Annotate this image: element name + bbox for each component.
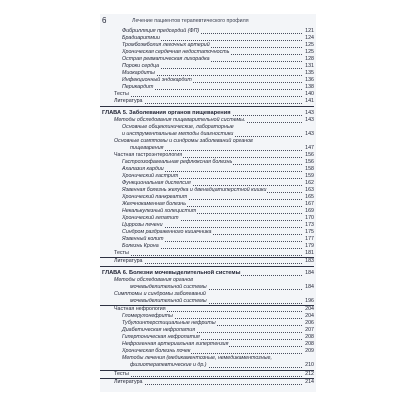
toc-entry: [100, 277, 314, 284]
entry-title: Ахалазия кардии: [122, 165, 164, 172]
entry-title: Хронический гепатит: [122, 214, 179, 221]
chapter-entry: [100, 110, 314, 117]
entry-title: ГЛАВА 5. Заболевания органов пищеварения: [102, 109, 231, 116]
section-divider: [100, 266, 314, 267]
page-ref: 206: [305, 320, 314, 326]
entry-title: Литература: [114, 258, 143, 264]
entry-title: Гипертоническая нефропатия: [122, 334, 200, 340]
toc-entry: [100, 194, 314, 201]
entry-title: Язвенная болезнь желудка и двенадцатиперстной кишки: [122, 186, 267, 193]
toc-entry: [100, 298, 314, 305]
toc-entry: [100, 70, 314, 77]
entry-title: Острая ревматическая лихорадка: [122, 56, 210, 62]
entry-title: Методы обследования пищеварительной системы.: [114, 116, 246, 123]
page-ref: 163: [305, 186, 314, 193]
page-ref: 208: [305, 334, 314, 340]
page-ref: 125: [305, 42, 314, 48]
page-ref: 173: [305, 221, 314, 228]
toc-entry: [100, 306, 314, 313]
toc-entry: [100, 348, 314, 355]
entry-title: Фибрилляция предсердий (ФП): [122, 28, 200, 34]
toc-entry: [100, 284, 314, 291]
page-ref: 140: [305, 91, 314, 97]
running-head: Лечение пациентов терапевтического профиля: [132, 18, 249, 24]
toc-entry: [100, 42, 314, 49]
entry-title: Хроническая сердечная недостаточность: [122, 49, 230, 55]
page-ref: 158: [305, 165, 314, 172]
toc-entry: [100, 145, 314, 152]
section-divider: [100, 106, 314, 107]
toc-entry: [100, 320, 314, 327]
entry-title: Частная нефрология: [114, 306, 166, 312]
page-ref: 143: [305, 109, 314, 116]
page-ref: 170: [305, 214, 314, 221]
entry-title: Хроническая болезнь почек: [122, 348, 191, 354]
toc-entry: [100, 117, 314, 124]
entry-title: Диабетическая нефропатия: [122, 327, 196, 333]
entry-title: мочевыделительной системы: [130, 283, 207, 290]
entry-title: Функциональная диспепсия: [122, 179, 191, 186]
page-ref: 181: [305, 249, 314, 256]
page-ref: 128: [305, 56, 314, 62]
page-ref: 143: [305, 130, 314, 137]
entry-title: Частная гастроэнтерология: [114, 151, 183, 158]
toc-entry: [100, 362, 314, 369]
page-ref: 184: [305, 283, 314, 290]
toc-entry: [100, 98, 314, 105]
toc-entry: [100, 138, 314, 145]
toc-entry: [100, 327, 314, 334]
entry-title: и инструментальные методы диагностики: [122, 130, 234, 137]
toc-entry: [100, 201, 314, 208]
page-ref: 131: [305, 63, 314, 69]
page-number: 6: [102, 16, 107, 25]
entry-title: Миокардиты: [122, 70, 155, 76]
entry-title: Циррозы печени: [122, 221, 163, 228]
toc-entry: [100, 124, 314, 131]
page-ref: 167: [305, 200, 314, 207]
toc-entry: [100, 291, 314, 298]
entry-title: Гастроэзофагеальная рефлюксная болезнь: [122, 158, 233, 165]
entry-title: Нефрогенная артериальная гипертензия: [122, 341, 229, 347]
chapter-entry: [100, 270, 314, 277]
entry-title: Язвенный колит: [122, 235, 164, 242]
page-ref: 138: [305, 84, 314, 90]
entry-title: Методы лечения (медикаментозные, немедикаментозные,: [122, 355, 272, 361]
toc-entry: [100, 173, 314, 180]
page-ref: 209: [305, 348, 314, 354]
entry-title: Синдром раздраженного кишечника: [122, 228, 212, 235]
page-ref: 121: [305, 28, 314, 34]
entry-title: физиотерапевтические и др.): [130, 362, 207, 368]
toc-entry: [100, 215, 314, 222]
toc-entry: [100, 63, 314, 70]
toc-entry: [100, 236, 314, 243]
toc-entry: [100, 250, 314, 257]
toc-entry: [100, 229, 314, 236]
toc-entry: [100, 159, 314, 166]
toc-entry: [100, 341, 314, 348]
toc-entry: [100, 371, 314, 378]
toc-entry: [100, 152, 314, 159]
entry-title: Методы обследования органов: [114, 276, 193, 283]
entry-title: Основные общеклинические, лабораторные: [122, 123, 234, 130]
toc-entry: [100, 56, 314, 63]
entry-title: Основные симптомы и синдромы заболеваний органов: [114, 137, 253, 144]
toc-entry: [100, 49, 314, 56]
dot-leader: [114, 255, 302, 256]
page-ref: 175: [305, 228, 314, 235]
page-ref: 207: [305, 327, 314, 333]
entry-title: Хронический гастрит: [122, 172, 179, 179]
toc-entry: [100, 355, 314, 362]
toc-entry: [100, 84, 314, 91]
toc-entry: [100, 131, 314, 138]
entry-title: Желчнокаменная болезнь: [122, 200, 186, 207]
page-header: [102, 16, 316, 28]
page-ref: 125: [305, 49, 314, 55]
toc-entry: [100, 243, 314, 250]
page-ref: 159: [305, 172, 314, 179]
entry-title: Пороки сердца: [122, 63, 160, 69]
toc-entry: [100, 334, 314, 341]
entry-title: Тесты: [114, 249, 129, 256]
toc-entry: [100, 313, 314, 320]
page-ref: 212: [305, 370, 314, 377]
page-ref: 156: [305, 151, 314, 158]
entry-title: ГЛАВА 6. Болезни мочевыделительной системы: [102, 269, 241, 276]
entry-title: Брадиаритмии: [122, 35, 160, 41]
toc-entry: [100, 28, 314, 35]
toc-entry: [100, 208, 314, 215]
entry-title: Тесты: [114, 91, 129, 97]
toc-entry: [100, 258, 314, 265]
toc-entry: [100, 180, 314, 187]
entry-title: Хронический панкреатит: [122, 193, 188, 200]
entry-title: Литература: [114, 379, 143, 385]
entry-title: пищеварения: [130, 144, 164, 151]
page-ref: 136: [305, 77, 314, 83]
entry-title: Некалькулезный холецистит: [122, 207, 197, 214]
page-ref: 204: [305, 313, 314, 319]
toc-entry: [100, 379, 314, 386]
entry-title: Инфекционный эндокардит: [122, 77, 192, 83]
page-ref: 204: [305, 306, 314, 312]
entry-title: мочевыделительной системы: [130, 297, 207, 304]
toc-entry: [100, 187, 314, 194]
page-ref: 196: [305, 297, 314, 304]
page-ref: 210: [305, 362, 314, 368]
toc-entry: [100, 222, 314, 229]
page-ref: 184: [305, 269, 314, 276]
toc-entry: [100, 91, 314, 98]
entry-title: Гломерулонефриты: [122, 313, 173, 319]
entry-title: Литература: [114, 98, 143, 104]
page-ref: 177: [305, 235, 314, 242]
page-ref: 162: [305, 179, 314, 186]
page-ref: 169: [305, 207, 314, 214]
entry-title: Тубулоинтерстициальные нефриты: [122, 320, 216, 326]
page-ref: 143: [305, 116, 314, 123]
page-ref: 141: [305, 98, 314, 104]
page-ref: 179: [305, 242, 314, 249]
entry-title: Тромбоэмболия легочных артерий: [122, 42, 210, 48]
page-ref: 165: [305, 193, 314, 200]
entry-title: Симптомы и синдромы заболеваний: [114, 290, 206, 297]
dot-leader: [114, 376, 302, 377]
page-ref: 135: [305, 70, 314, 76]
page-ref: 214: [305, 379, 314, 385]
toc-entry: [100, 35, 314, 42]
entry-title: Болезнь Крона: [122, 242, 159, 249]
page-ref: 147: [305, 144, 314, 151]
entry-title: Перикардит: [122, 84, 154, 90]
page-ref: 124: [305, 35, 314, 41]
entry-title: Тесты: [114, 370, 129, 377]
toc-entry: [100, 166, 314, 173]
page-ref: 208: [305, 341, 314, 347]
page-ref: 156: [305, 158, 314, 165]
page-ref: 183: [305, 258, 314, 264]
toc-entry: [100, 77, 314, 84]
